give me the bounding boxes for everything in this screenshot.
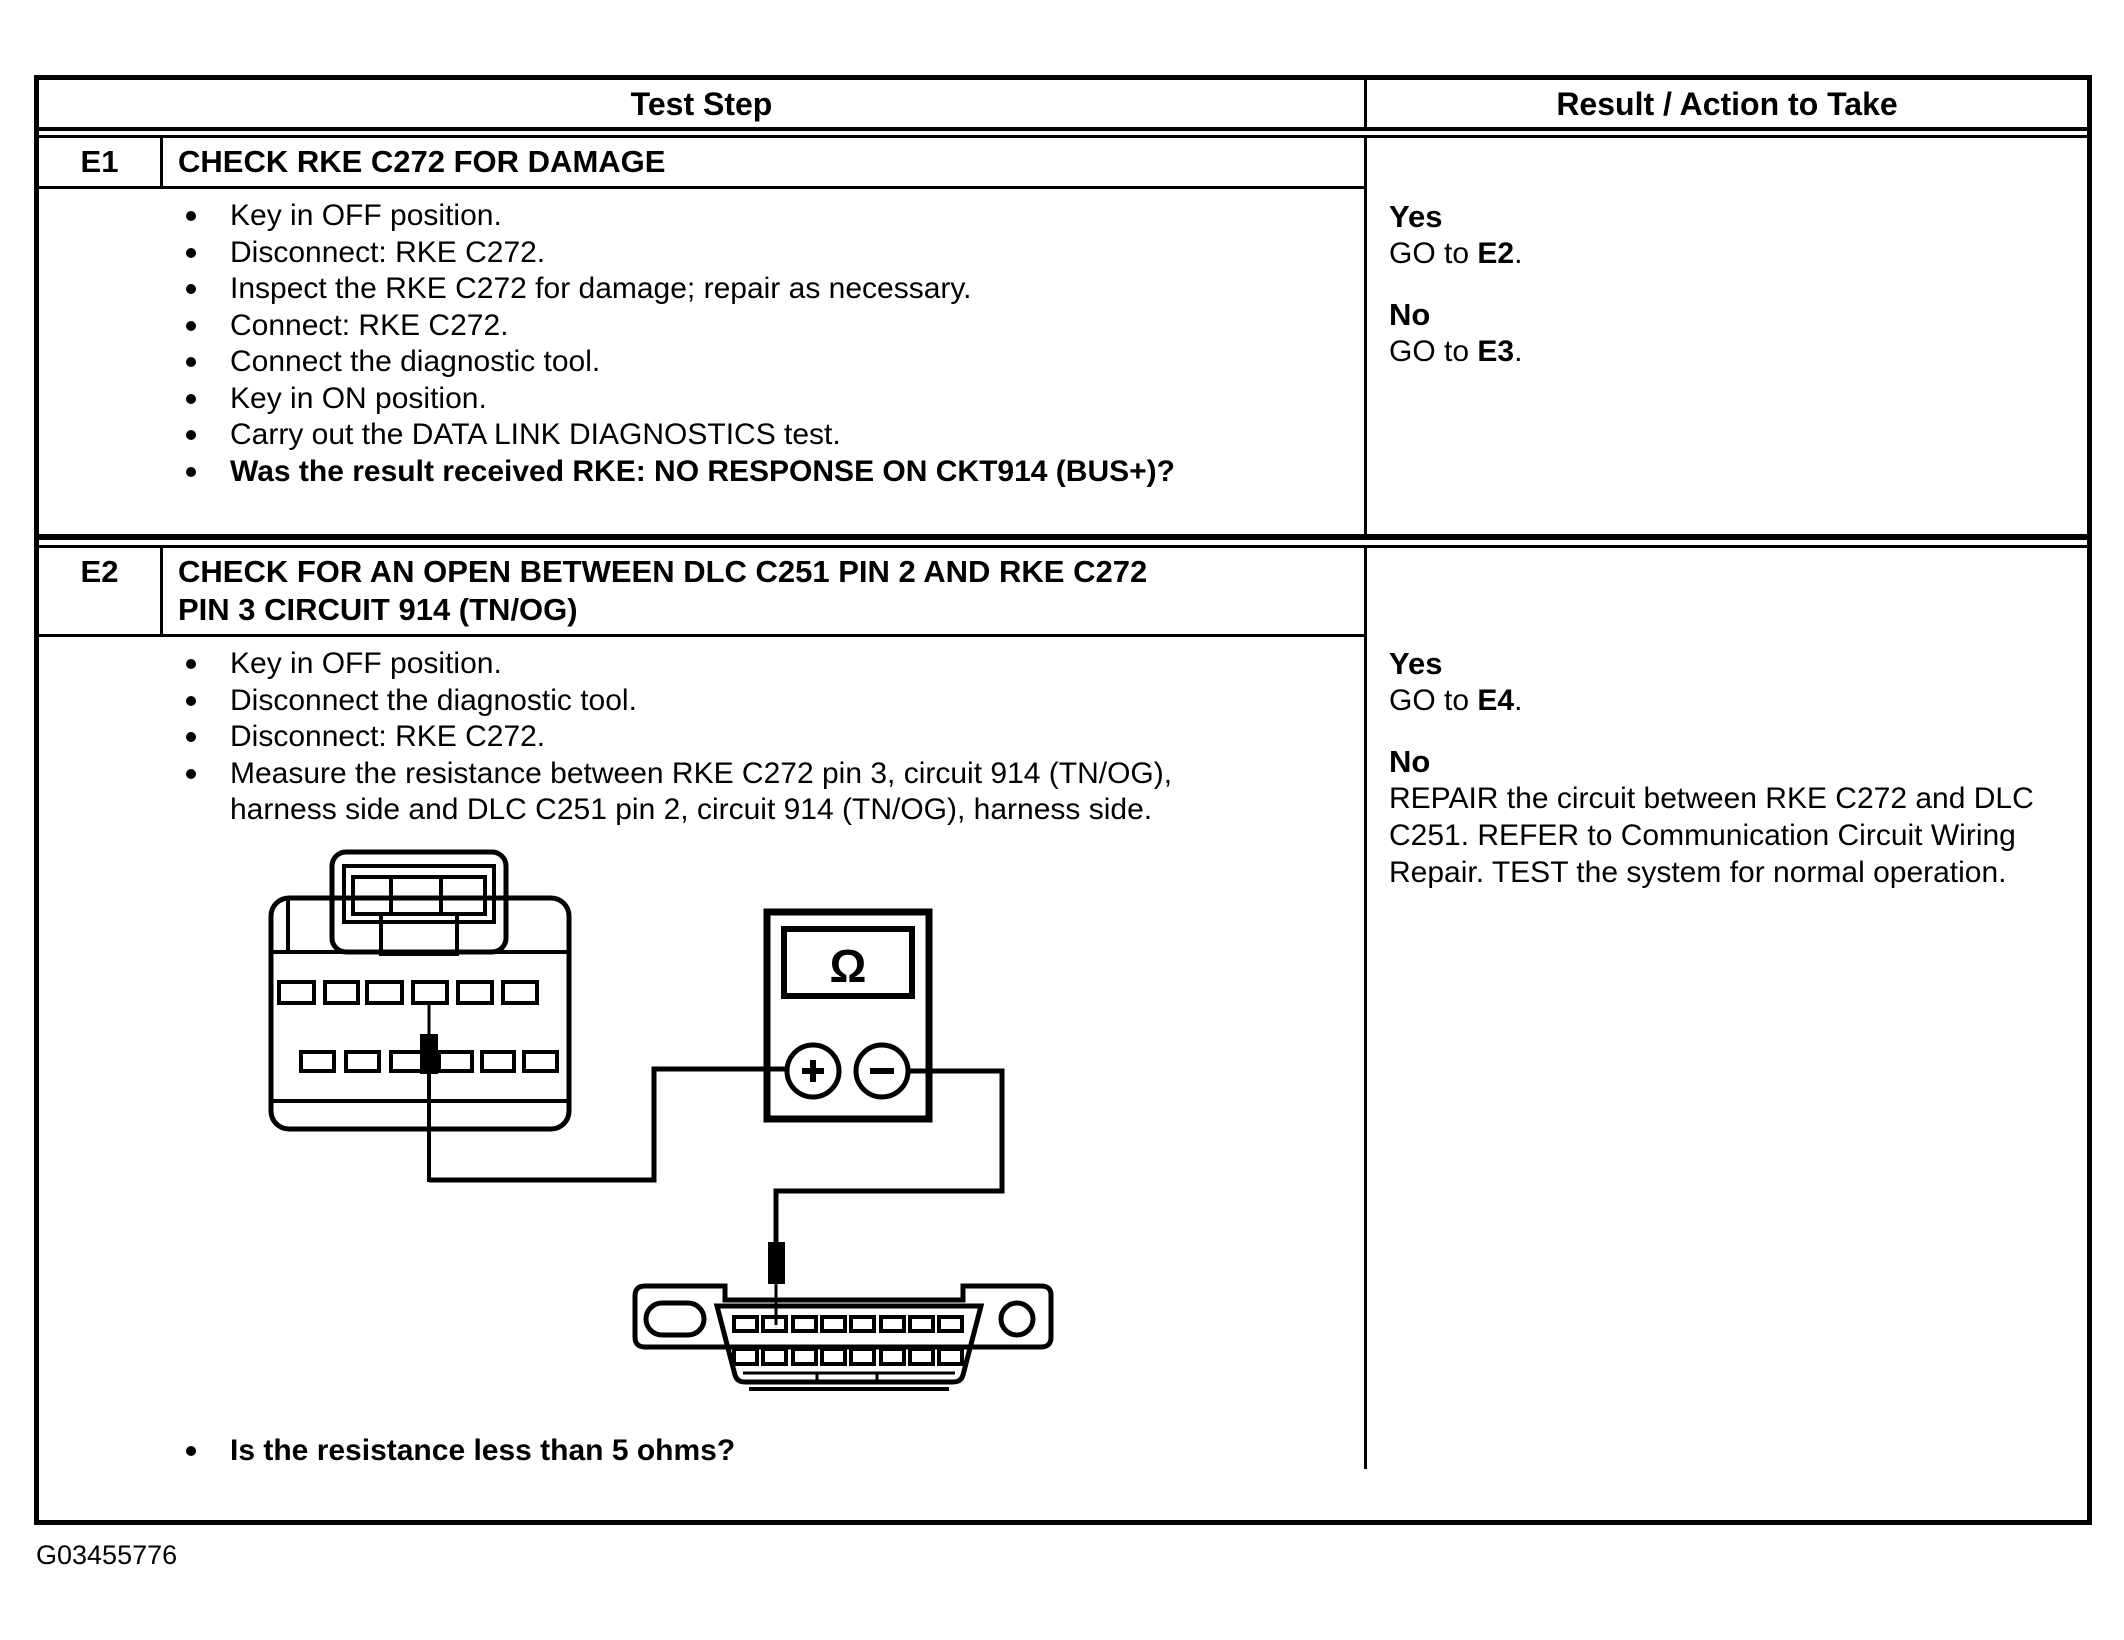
list-item: Measure the resistance between RKE C272 pin 3, circuit 914 (TN/OG), harness side and DLC C251 pin 2, circuit 914 (TN/OG), harness side. bbox=[39, 756, 1220, 829]
result-action: GO to E3. bbox=[1389, 335, 1523, 368]
result-action: GO to E4. bbox=[1389, 684, 1523, 717]
header-divider bbox=[39, 131, 2087, 138]
dlc-test-probe bbox=[768, 1242, 785, 1284]
result-label: No bbox=[1389, 744, 1431, 779]
list-item: Disconnect the diagnostic tool. bbox=[39, 683, 1220, 720]
result-yes bbox=[1389, 198, 2073, 272]
result-label: Yes bbox=[1389, 646, 1443, 681]
resistance-measurement-diagram bbox=[239, 845, 1087, 1393]
step-instructions-e2 bbox=[39, 637, 1364, 1469]
list-item: Disconnect: RKE C272. bbox=[39, 719, 1220, 756]
result-no bbox=[1389, 743, 2073, 891]
step-instructions-e1 bbox=[39, 189, 1364, 534]
test-step-row-e2 bbox=[39, 548, 2087, 1469]
list-item: Carry out the DATA LINK DIAGNOSTICS test. bbox=[39, 417, 1220, 454]
list-item: Key in OFF position. bbox=[39, 646, 1220, 683]
column-header-test-step: Test Step bbox=[630, 86, 773, 122]
step-heading-e1 bbox=[39, 138, 1364, 189]
result-cell-e1 bbox=[1364, 138, 2087, 534]
list-item: Key in OFF position. bbox=[39, 198, 1220, 235]
result-label: Yes bbox=[1389, 199, 1443, 234]
negative-terminal bbox=[856, 1045, 908, 1097]
figure-id: G03455776 bbox=[36, 1540, 178, 1570]
dlc-left-mount-hole bbox=[646, 1303, 704, 1335]
list-item: Connect: RKE C272. bbox=[39, 308, 1220, 345]
positive-test-lead bbox=[429, 1069, 785, 1180]
table-header-row bbox=[39, 80, 2087, 131]
result-label: No bbox=[1389, 297, 1431, 332]
ohmmeter-illustration bbox=[767, 912, 929, 1119]
result-action: REPAIR the circuit between RKE C272 and DLC C251. REFER to Communication Circuit Wiring Repair. TEST the system for normal operation. bbox=[1389, 782, 2034, 889]
pinpoint-test-table bbox=[34, 75, 2092, 1525]
column-header-result: Result / Action to Take bbox=[1364, 80, 2087, 127]
list-item: Disconnect: RKE C272. bbox=[39, 235, 1220, 272]
dlc-pin-row-bottom bbox=[734, 1349, 962, 1364]
step-id-e1: E1 bbox=[39, 138, 163, 186]
row-divider bbox=[39, 534, 2087, 548]
list-item: Connect the diagnostic tool. bbox=[39, 344, 1220, 381]
dlc-right-mount-hole bbox=[1001, 1303, 1033, 1335]
step-title-e2: CHECK FOR AN OPEN BETWEEN DLC C251 PIN 2 AND RKE C272 PIN 3 CIRCUIT 914 (TN/OG) bbox=[178, 554, 1148, 627]
result-cell-e2 bbox=[1364, 548, 2087, 1469]
result-no bbox=[1389, 296, 2073, 370]
step-question-e2: Is the resistance less than 5 ohms? bbox=[39, 1433, 1220, 1470]
dlc-pin-row-top bbox=[734, 1317, 962, 1331]
ohm-symbol: Ω bbox=[829, 939, 867, 992]
list-item: Key in ON position. bbox=[39, 381, 1220, 418]
rke-pin-row-top bbox=[279, 982, 537, 1003]
positive-terminal bbox=[787, 1045, 839, 1097]
result-action: GO to E2. bbox=[1389, 237, 1523, 270]
instruction-list-e1 bbox=[39, 198, 1364, 490]
result-yes bbox=[1389, 645, 2073, 719]
rke-connector-illustration bbox=[271, 852, 569, 1182]
test-step-row-e1 bbox=[39, 138, 2087, 534]
rke-test-probe bbox=[420, 1003, 438, 1182]
step-heading-e2 bbox=[39, 548, 1364, 637]
rke-latch bbox=[332, 852, 506, 954]
dlc-connector-illustration bbox=[635, 1286, 1051, 1389]
list-item: Inspect the RKE C272 for damage; repair as necessary. bbox=[39, 271, 1220, 308]
step-id-e2: E2 bbox=[39, 548, 163, 634]
question-list-e2 bbox=[39, 1433, 1364, 1470]
instruction-list-e2 bbox=[39, 646, 1364, 829]
step-question-e1: Was the result received RKE: NO RESPONSE ON CKT914 (BUS+)? bbox=[39, 454, 1220, 491]
step-title-e1: CHECK RKE C272 FOR DAMAGE bbox=[178, 144, 666, 179]
